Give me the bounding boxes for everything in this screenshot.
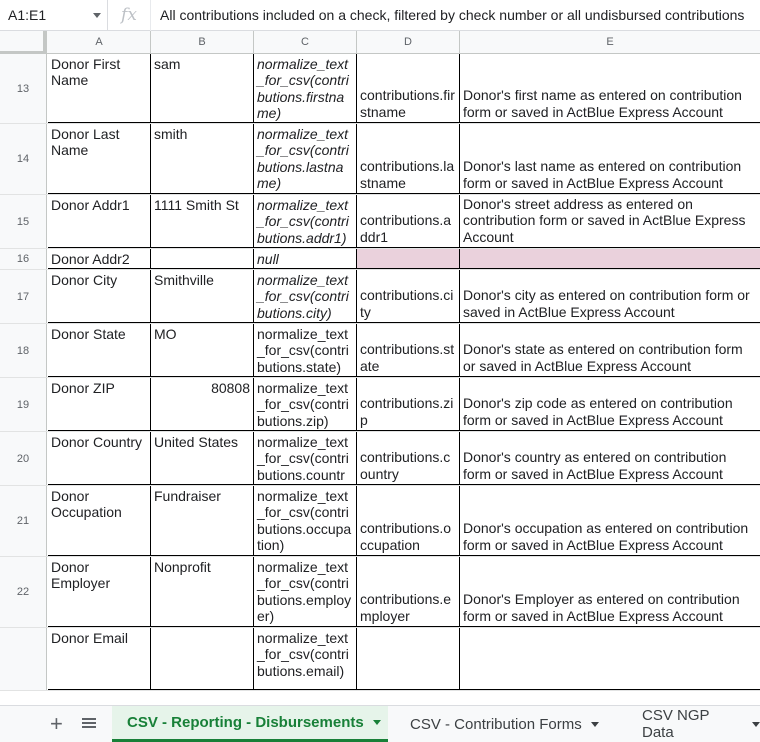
- cell-text: smith: [154, 126, 188, 142]
- table-row: [0, 195, 760, 249]
- cell-a[interactable]: [48, 486, 151, 556]
- table-row: [0, 324, 760, 378]
- cell-b[interactable]: [151, 54, 254, 123]
- cell-e[interactable]: [460, 486, 760, 556]
- cell-a[interactable]: [48, 628, 151, 690]
- cell-text: Donor's occupation as entered on contribution form or saved in ActBlue Express Account: [463, 520, 749, 553]
- table-row: [0, 54, 760, 124]
- cell-e[interactable]: [460, 628, 760, 690]
- row-header[interactable]: 21: [0, 486, 47, 556]
- cell-text: United States: [154, 434, 239, 450]
- cell-text: normalize_text_for_csv(contributions.state): [257, 326, 349, 375]
- table-row: [0, 124, 760, 195]
- row-header[interactable]: 14: [0, 124, 47, 194]
- cell-text: Donor Employer: [51, 559, 111, 592]
- spreadsheet-grid: [0, 54, 760, 694]
- cell-a[interactable]: [48, 249, 151, 269]
- table-row: [0, 628, 760, 691]
- cell-text: normalize_text_for_csv(contributions.countr: [257, 434, 349, 483]
- cell-text: Donor Last Name: [51, 126, 120, 159]
- row-header[interactable]: 13: [0, 54, 47, 123]
- cell-reference: A1:E1: [8, 7, 47, 23]
- cell-b[interactable]: [151, 195, 254, 248]
- name-box[interactable]: [0, 0, 107, 31]
- cell-c[interactable]: [254, 432, 357, 485]
- table-row: [0, 378, 760, 432]
- cell-text: Smithville: [154, 272, 214, 288]
- cell-c[interactable]: [254, 249, 357, 269]
- cell-d[interactable]: [357, 249, 460, 269]
- tab-csv-contribution-forms[interactable]: [395, 706, 621, 742]
- cell-c[interactable]: [254, 557, 357, 627]
- cell-text: contributions.state: [360, 341, 455, 374]
- column-header-d[interactable]: D: [357, 31, 460, 54]
- cell-c[interactable]: [254, 195, 357, 248]
- cell-text: Donor's country as entered on contribution form or saved in ActBlue Express Account: [463, 449, 727, 482]
- formula-input[interactable]: All contributions included on a check, filtered by check number or all undisbursed contributions: [160, 7, 745, 23]
- table-row: [0, 432, 760, 486]
- cell-a[interactable]: [48, 324, 151, 377]
- cell-d[interactable]: [357, 557, 460, 627]
- column-header-c[interactable]: C: [254, 31, 357, 54]
- tab-label: CSV - Contribution Forms: [410, 715, 582, 733]
- row-header[interactable]: [0, 628, 47, 690]
- cell-text: contributions.occupation: [360, 520, 452, 553]
- cell-d[interactable]: [357, 378, 460, 431]
- cell-text: Donor City: [51, 272, 118, 288]
- cell-e[interactable]: [460, 54, 760, 123]
- column-header-b[interactable]: B: [151, 31, 254, 54]
- cell-text: normalize_text_for_csv(contributions.city): [257, 272, 349, 321]
- cell-d[interactable]: [357, 124, 460, 194]
- cell-c[interactable]: [254, 628, 357, 690]
- cell-b[interactable]: [151, 432, 254, 485]
- cell-text: Donor Occupation: [51, 488, 122, 521]
- cell-text: normalize_text_for_csv(contributions.firstname): [257, 56, 349, 121]
- cell-text: Donor's street address as entered on contribution form or saved in ActBlue Express Account: [463, 196, 746, 245]
- formula-bar: [0, 0, 760, 31]
- cell-text: Donor Email: [51, 630, 129, 646]
- cell-c[interactable]: [254, 378, 357, 431]
- cell-a[interactable]: [48, 270, 151, 323]
- cell-text: normalize_text_for_csv(contributions.addr1): [257, 197, 349, 246]
- sheet-tabs-bar: [0, 705, 760, 742]
- chevron-down-icon[interactable]: [93, 13, 101, 18]
- cell-text: Donor Country: [51, 434, 143, 450]
- cell-text: contributions.employer: [360, 591, 452, 624]
- chevron-down-icon[interactable]: [752, 722, 760, 727]
- cell-c[interactable]: [254, 54, 357, 123]
- cell-b[interactable]: [151, 486, 254, 556]
- cell-text: Donor ZIP: [51, 380, 115, 396]
- table-row: [0, 486, 760, 557]
- row-header[interactable]: 18: [0, 324, 47, 377]
- table-row: [0, 270, 760, 324]
- cell-text: Donor Addr2: [51, 251, 130, 267]
- chevron-down-icon[interactable]: [591, 722, 599, 727]
- cell-b[interactable]: [151, 378, 254, 431]
- cell-c[interactable]: [254, 486, 357, 556]
- cell-a[interactable]: [48, 195, 151, 248]
- cell-text: Donor's last name as entered on contribution form or saved in ActBlue Express Account: [463, 158, 742, 191]
- cell-c[interactable]: [254, 324, 357, 377]
- cell-a[interactable]: [48, 378, 151, 431]
- cell-text: Donor State: [51, 326, 126, 342]
- row-header[interactable]: 15: [0, 195, 47, 248]
- cell-b[interactable]: [151, 324, 254, 377]
- cell-b[interactable]: [151, 557, 254, 627]
- cell-text: normalize_text_for_csv(contributions.occupation): [257, 488, 352, 553]
- tab-csv-reporting-disbursements[interactable]: [112, 706, 388, 742]
- cell-text: Donor's Employer as entered on contribution form or saved in ActBlue Express Account: [463, 591, 740, 624]
- add-sheet-icon[interactable]: +: [50, 711, 63, 736]
- cell-b[interactable]: [151, 124, 254, 194]
- fx-icon: fx: [121, 5, 137, 25]
- column-header-e[interactable]: E: [606, 36, 614, 48]
- column-header-a[interactable]: A: [48, 31, 151, 54]
- tab-csv-ngp-data[interactable]: [627, 706, 760, 742]
- cell-text: Donor Addr1: [51, 197, 130, 213]
- cell-text: Donor's zip code as entered on contribution form or saved in ActBlue Express Account: [463, 395, 733, 428]
- cell-d[interactable]: [357, 486, 460, 556]
- cell-text: Donor's state as entered on contribution form or saved in ActBlue Express Account: [463, 341, 743, 374]
- cell-text: 1111 Smith St: [154, 197, 239, 213]
- cell-e[interactable]: [460, 124, 760, 194]
- cell-text: Donor's first name as entered on contribution form or saved in ActBlue Express Account: [463, 87, 742, 120]
- cell-text: normalize_text_for_csv(contributions.employer): [257, 559, 352, 624]
- cell-text: Donor's city as entered on contribution form or saved in ActBlue Express Account: [463, 287, 750, 320]
- cell-text: null: [257, 251, 279, 267]
- cell-a[interactable]: [48, 557, 151, 627]
- all-sheets-icon[interactable]: [82, 718, 96, 730]
- cell-d[interactable]: [357, 195, 460, 248]
- cell-text: contributions.firstname: [360, 87, 455, 120]
- cell-text: contributions.city: [360, 287, 454, 320]
- cell-text: Fundraiser: [154, 488, 221, 504]
- cell-e[interactable]: [460, 557, 760, 627]
- cell-text: normalize_text_for_csv(contributions.lastname): [257, 126, 349, 191]
- cell-e[interactable]: [460, 270, 760, 323]
- cell-d[interactable]: [357, 432, 460, 485]
- cell-a[interactable]: [48, 54, 151, 123]
- cell-b[interactable]: [151, 249, 254, 269]
- cell-d[interactable]: [357, 324, 460, 377]
- tab-label: CSV NGP Data: [642, 707, 710, 741]
- cell-text: contributions.zip: [360, 395, 454, 428]
- cell-text: contributions.country: [360, 449, 451, 482]
- cell-b[interactable]: [151, 628, 254, 690]
- cell-d[interactable]: [357, 270, 460, 323]
- cell-e[interactable]: [460, 249, 760, 269]
- row-header[interactable]: 22: [0, 557, 47, 627]
- cell-text: normalize_text_for_csv(contributions.email): [257, 630, 349, 679]
- row-header[interactable]: 19: [0, 378, 47, 431]
- cell-text: contributions.addr1: [360, 212, 452, 245]
- chevron-down-icon[interactable]: [373, 720, 381, 725]
- cell-text: sam: [154, 56, 181, 72]
- cell-a[interactable]: [48, 432, 151, 485]
- column-headers: [0, 31, 760, 54]
- cell-text: Donor First Name: [51, 56, 121, 89]
- cell-text: Nonprofit: [154, 559, 211, 575]
- cell-e[interactable]: [460, 432, 760, 485]
- row-header[interactable]: 16: [0, 249, 47, 269]
- cell-c[interactable]: [254, 124, 357, 194]
- cell-text: MO: [154, 326, 177, 342]
- cell-e[interactable]: [460, 378, 760, 431]
- select-all-corner[interactable]: [0, 31, 47, 54]
- cell-e[interactable]: [460, 195, 760, 248]
- row-header[interactable]: 20: [0, 432, 47, 485]
- cell-text: normalize_text_for_csv(contributions.zip): [257, 380, 349, 429]
- cell-b[interactable]: [151, 270, 254, 323]
- cell-e[interactable]: [460, 324, 760, 377]
- table-row: [0, 557, 760, 628]
- cell-c[interactable]: [254, 270, 357, 323]
- table-row: [0, 249, 760, 270]
- cell-d[interactable]: [357, 54, 460, 123]
- tab-label: CSV - Reporting - Disbursements: [127, 714, 364, 731]
- cell-text: contributions.lastname: [360, 158, 455, 191]
- cell-a[interactable]: [48, 124, 151, 194]
- row-header[interactable]: 17: [0, 270, 47, 323]
- cell-text: 80808: [211, 380, 250, 396]
- cell-d[interactable]: [357, 628, 460, 690]
